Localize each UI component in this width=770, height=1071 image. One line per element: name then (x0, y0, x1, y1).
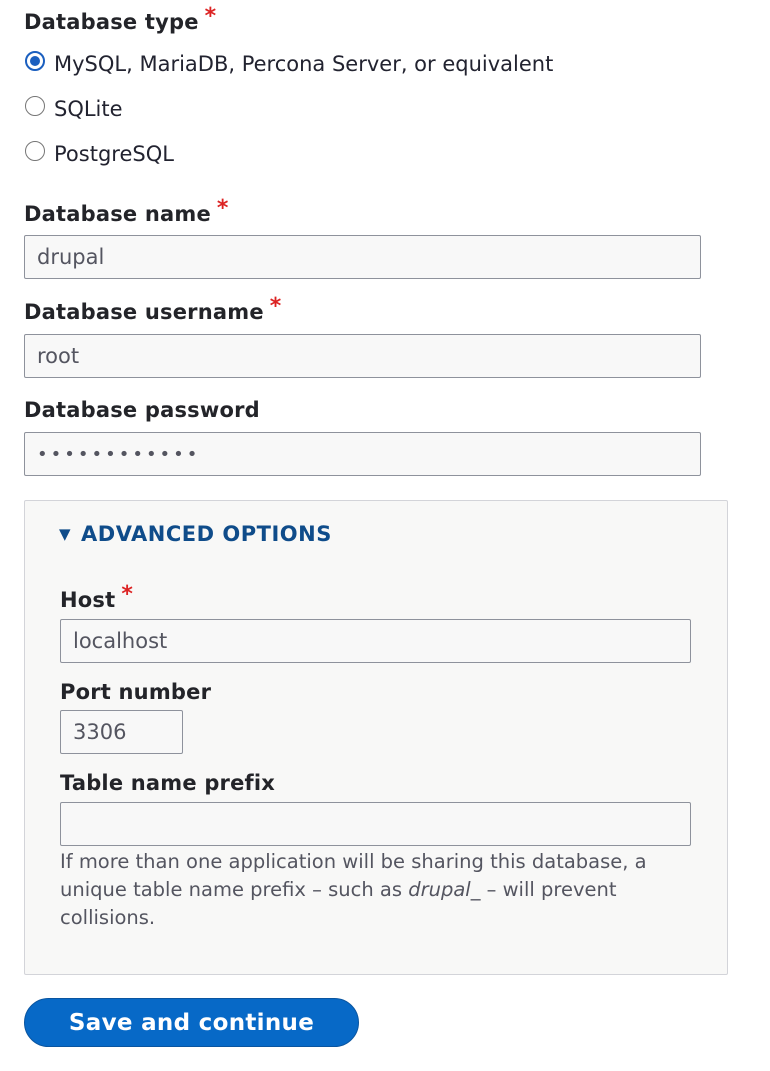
radio-button-checked-icon[interactable] (25, 51, 45, 71)
radio-button-icon[interactable] (25, 96, 45, 116)
table-prefix-label (60, 771, 275, 795)
database-password-label-text: Database password (24, 398, 260, 422)
radio-sqlite-label[interactable]: SQLite (54, 97, 123, 121)
radio-postgresql[interactable] (25, 142, 174, 166)
host-input[interactable] (60, 619, 691, 663)
database-password-value[interactable]: •••••••••••• (37, 443, 201, 465)
host-value[interactable]: localhost (73, 629, 168, 653)
radio-mysql[interactable] (25, 52, 553, 76)
port-number-value[interactable]: 3306 (73, 720, 127, 744)
advanced-options-summary[interactable] (59, 522, 332, 546)
table-prefix-description (60, 848, 700, 932)
description-emphasis: drupal_ (408, 878, 481, 901)
database-name-value[interactable]: drupal (37, 245, 105, 269)
database-username-label-text: Database username (24, 300, 264, 324)
database-name-label (24, 196, 229, 227)
save-and-continue-button[interactable] (24, 998, 359, 1047)
table-prefix-label-text: Table name prefix (60, 771, 276, 795)
database-name-input[interactable] (24, 235, 701, 279)
table-prefix-input[interactable] (60, 802, 691, 846)
triangle-down-icon[interactable]: ▼ (59, 525, 72, 543)
database-password-label (24, 398, 260, 422)
port-number-label (60, 680, 211, 704)
database-username-input[interactable] (24, 334, 701, 378)
description-text-after: – will prevent collisions. (60, 878, 617, 929)
required-marker: * (269, 294, 282, 319)
description-text-before: If more than one application will be sharing this database, a unique table name prefix – such as (60, 850, 647, 901)
port-number-label-text: Port number (60, 680, 212, 704)
required-marker: * (121, 582, 134, 607)
database-username-value[interactable]: root (37, 344, 80, 368)
radio-postgresql-label[interactable]: PostgreSQL (54, 142, 174, 166)
advanced-options-summary-text[interactable]: ADVANCED OPTIONS (81, 522, 332, 546)
database-username-label (24, 294, 282, 325)
required-marker: * (216, 196, 229, 221)
radio-button-icon[interactable] (25, 141, 45, 161)
database-password-input[interactable] (24, 432, 701, 476)
database-type-label-text: Database type (24, 10, 199, 34)
host-label-text: Host (60, 588, 116, 612)
host-label (60, 582, 134, 613)
radio-sqlite[interactable] (25, 97, 123, 121)
radio-mysql-label[interactable]: MySQL, MariaDB, Percona Server, or equivalent (54, 52, 554, 76)
port-number-input[interactable] (60, 710, 183, 754)
database-type-label (24, 4, 217, 35)
database-name-label-text: Database name (24, 202, 211, 226)
save-and-continue-label[interactable]: Save and continue (68, 1009, 315, 1036)
required-marker: * (204, 4, 217, 29)
